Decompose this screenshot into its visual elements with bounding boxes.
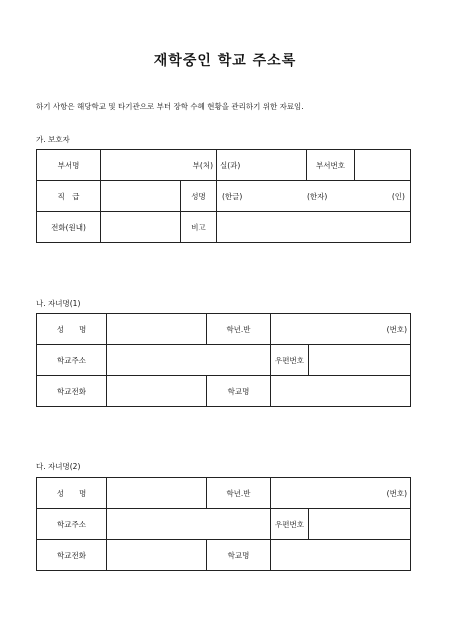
child2-section-label: 다. 자녀명(2) [36,462,81,471]
child2-grade-label: 학년.반 [207,478,271,509]
guardian-row-phone [37,212,411,243]
child1-postal-field[interactable] [309,345,411,376]
bu-cell[interactable] [101,150,217,181]
guardian-table [36,149,411,243]
guardian-section-label: 가. 보호자 [36,135,70,144]
sil-label: 실(과) [220,160,241,170]
child2-row-name [37,478,411,509]
name-seal-label: (인) [391,191,405,201]
child1-phone-field[interactable] [107,376,207,407]
child1-address-field[interactable] [107,345,271,376]
child1-row-address [37,345,411,376]
child1-number-label: (번호) [386,324,407,334]
document-description: 하기 사항은 해당학교 및 타기관으로 부터 장학 수혜 현황을 관리하기 위한 자료임. [36,102,304,111]
child2-school-name-label: 학교명 [207,540,271,571]
dept-no-label: 부서번호 [307,150,355,181]
name-label: 성명 [181,181,217,212]
sil-cell[interactable] [217,150,307,181]
child2-name-label: 성 명 [37,478,107,509]
child1-name-label: 성 명 [37,314,107,345]
child1-postal-label: 우편번호 [271,345,309,376]
child2-number-label: (번호) [386,488,407,498]
name-field[interactable] [217,181,411,212]
name-korean-label: (한글) [222,191,243,201]
child1-grade-label: 학년.반 [207,314,271,345]
dept-label: 부서명 [37,150,101,181]
note-label: 비고 [181,212,217,243]
rank-field[interactable] [101,181,181,212]
child1-table [36,313,411,407]
child2-school-name-field[interactable] [271,540,411,571]
child2-row-address [37,509,411,540]
rank-label: 직 급 [37,181,101,212]
child2-name-field[interactable] [107,478,207,509]
child1-school-name-label: 학교명 [207,376,271,407]
child1-phone-label: 학교전화 [37,376,107,407]
child2-grade-field[interactable] [271,478,411,509]
bu-label: 부(처) [192,160,213,170]
child1-section-label: 나. 자녀명(1) [36,299,81,308]
phone-field[interactable] [101,212,181,243]
document-title: 재학중인 학교 주소록 [153,53,297,69]
child2-phone-field[interactable] [107,540,207,571]
child1-school-name-field[interactable] [271,376,411,407]
child2-address-field[interactable] [107,509,271,540]
child1-row-phone [37,376,411,407]
guardian-row-rank [37,181,411,212]
dept-no-field[interactable] [355,150,411,181]
phone-label: 전화(원내) [37,212,101,243]
child1-address-label: 학교주소 [37,345,107,376]
child2-address-label: 학교주소 [37,509,107,540]
child2-postal-field[interactable] [309,509,411,540]
note-field[interactable] [217,212,411,243]
child2-phone-label: 학교전화 [37,540,107,571]
child2-table [36,477,411,571]
child2-row-phone [37,540,411,571]
guardian-row-dept [37,150,411,181]
child1-grade-field[interactable] [271,314,411,345]
child2-postal-label: 우편번호 [271,509,309,540]
name-hanja-label: (한자) [306,191,328,201]
child1-row-name [37,314,411,345]
child1-name-field[interactable] [107,314,207,345]
